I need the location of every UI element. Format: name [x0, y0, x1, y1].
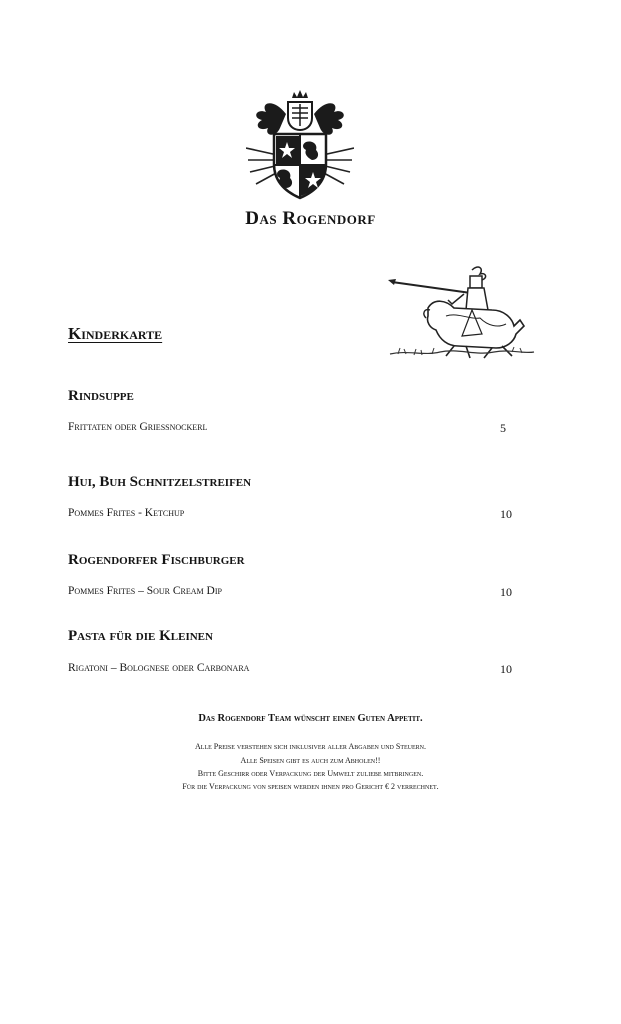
- coat-of-arms-icon: [246, 88, 354, 204]
- footer-greeting: Das Rogendorf Team wünscht einen Guten Appetit.: [198, 713, 423, 724]
- menu-item-price: 10: [500, 585, 512, 599]
- menu-item-description: Rigatoni – Bolognese oder Carbonara: [68, 662, 250, 674]
- jousting-knight-icon: [388, 264, 536, 360]
- footer-note: Bitte Geschirr oder Verpackung der Umwelt zuliebe mitbringen.: [197, 769, 424, 778]
- menu-item-description: Pommes Frites - Ketchup: [68, 507, 185, 519]
- footer-note: Alle Preise verstehen sich inklusiver aller Abgaben und Steuern.: [195, 742, 426, 751]
- menu-item-name: Pasta für die Kleinen: [68, 628, 213, 644]
- menu-item-description: Frittaten oder Griessnockerl: [68, 421, 208, 433]
- footer-note: Für die Verpackung von speisen werden ihnen pro Gericht € 2 verrechnet.: [182, 782, 439, 791]
- menu-item-price: 10: [500, 662, 512, 676]
- menu-item-name: Rindsuppe: [68, 388, 134, 404]
- menu-item-price: 5: [500, 421, 506, 435]
- menu-item-price: 10: [500, 507, 512, 521]
- menu-item-name: Rogendorfer Fischburger: [68, 552, 245, 568]
- menu-title: Kinderkarte: [68, 324, 163, 343]
- footer-note: Alle Speisen gibt es auch zum Abholen!!: [240, 756, 381, 765]
- menu-item-name: Hui, Buh Schnitzelstreifen: [68, 474, 252, 490]
- restaurant-name: Das Rogendorf: [245, 208, 376, 229]
- menu-item-description: Pommes Frites – Sour Cream Dip: [68, 585, 222, 597]
